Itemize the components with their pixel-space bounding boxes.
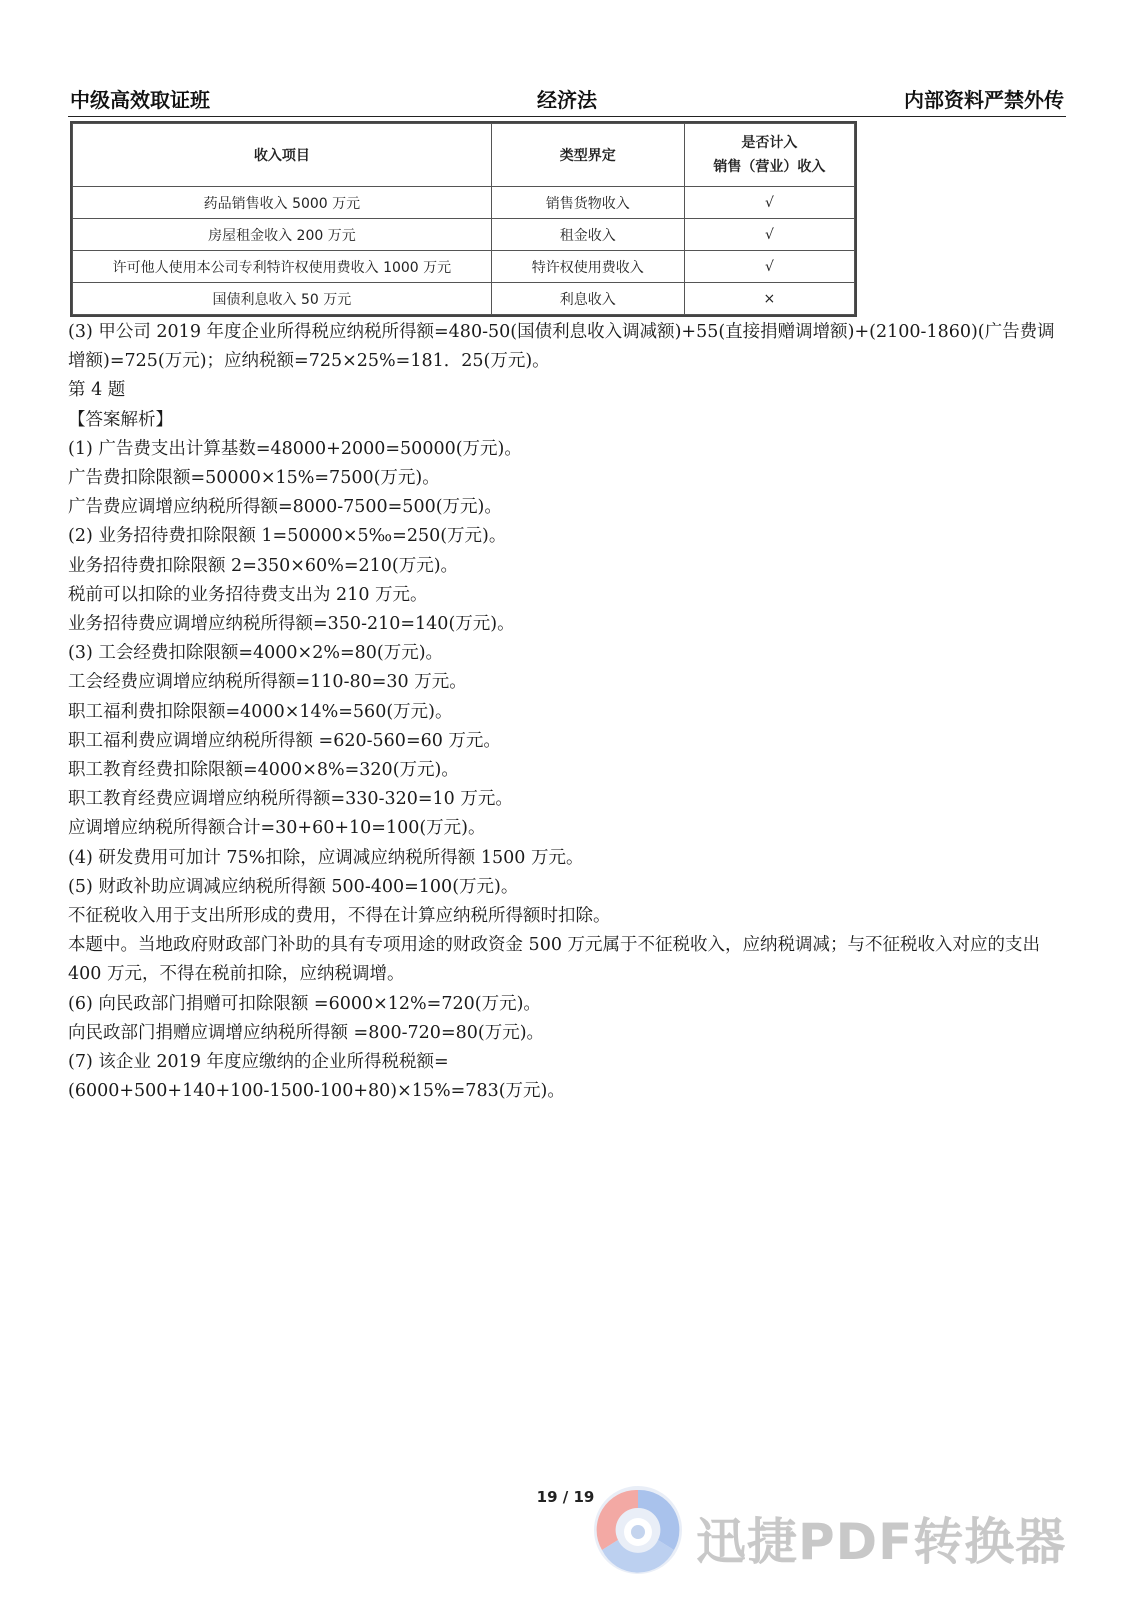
table-cell: √ <box>684 251 854 283</box>
text-line: (6) 向民政部门捐赠可扣除限额 =6000×12%=720(万元)。 <box>68 993 541 1014</box>
text-line: (5) 财政补助应调减应纳税所得额 500-400=100(万元)。 <box>68 876 519 897</box>
text-line: 应调增应纳税所得额合计=30+60+10=100(万元)。 <box>68 818 486 839</box>
page-number: 19 / 19 <box>536 1488 595 1506</box>
text-line: 广告费应调增应纳税所得额=8000-7500=500(万元)。 <box>68 497 502 518</box>
table-cell: 利息收入 <box>491 283 684 315</box>
table-cell: × <box>684 283 854 315</box>
text-line: 业务招待费应调增应纳税所得额=350-210=140(万元)。 <box>68 614 515 635</box>
table-header-row <box>73 124 855 187</box>
text-line: (1) 广告费支出计算基数=48000+2000=50000(万元)。 <box>68 438 522 459</box>
table-cell: √ <box>684 187 854 219</box>
text-line: 税前可以扣除的业务招待费支出为 210 万元。 <box>68 584 428 605</box>
table-cell: 房屋租金收入 200 万元 <box>73 219 492 251</box>
text-line: 职工福利费扣除限额=4000×14%=560(万元)。 <box>68 701 453 722</box>
text-line: 业务招待费扣除限额 2=350×60%=210(万元)。 <box>68 555 459 576</box>
income-table <box>70 121 857 317</box>
table-row <box>73 251 855 283</box>
text-line: 工会经费应调增应纳税所得额=110-80=30 万元。 <box>68 672 467 693</box>
text-line: (4) 研发费用可加计 75%扣除，应调减应纳税所得额 1500 万元。 <box>68 847 584 868</box>
text-line: (3) 甲公司 2019 年度企业所得税应纳税所得额=480-50(国债利息收入调减额)+55(直接捐赠调增额)+(2100-1860)(广告费调增额)=725(万元)；应纳税额=725×25%=181．25(万元)。 <box>68 322 1055 372</box>
table-row <box>73 219 855 251</box>
text-line: 向民政部门捐赠应调增应纳税所得额 =800-720=80(万元)。 <box>68 1022 545 1043</box>
text-line: 职工福利费应调增应纳税所得额 =620-560=60 万元。 <box>68 730 501 751</box>
table-cell: 药品销售收入 5000 万元 <box>73 187 492 219</box>
watermark-text: 迅捷PDF转换器 <box>696 1513 1067 1571</box>
text-line: (7) 该企业 2019 年度应缴纳的企业所得税税额= <box>68 1052 449 1073</box>
table-cell: 国债利息收入 50 万元 <box>73 283 492 315</box>
text-line: (3) 工会经费扣除限额=4000×2%=80(万元)。 <box>68 643 444 664</box>
header-title: 经济法 <box>537 88 597 112</box>
question-number: 第 4 题 <box>68 380 126 401</box>
table-row <box>73 187 855 219</box>
header-left: 中级高效取证班 <box>70 88 210 112</box>
text-line: 本题中。当地政府财政部门补助的具有专项用途的财政资金 500 万元属于不征税收入，应纳税调减；与不征税收入对应的支出 400 万元，不得在税前扣除，应纳税调增。 <box>68 935 1041 985</box>
text-line: 职工教育经费扣除限额=4000×8%=320(万元)。 <box>68 760 459 781</box>
section-heading: 【答案解析】 <box>68 409 173 430</box>
answer-content <box>68 318 1068 1106</box>
table-header-type: 类型界定 <box>491 124 684 187</box>
app-logo-icon <box>588 1480 688 1580</box>
table-cell: 许可他人使用本公司专利特许权使用费收入 1000 万元 <box>73 251 492 283</box>
table-cell: √ <box>684 219 854 251</box>
table-header-item: 收入项目 <box>73 124 492 187</box>
table-header-included-line2: 销售（营业）收入 <box>713 159 826 175</box>
header-right: 内部资料严禁外传 <box>904 88 1064 112</box>
text-line: 不征税收入用于支出所形成的费用，不得在计算应纳税所得额时扣除。 <box>68 906 611 927</box>
table-row <box>73 283 855 315</box>
text-line: 职工教育经费应调增应纳税所得额=330-320=10 万元。 <box>68 789 513 810</box>
text-line: (6000+500+140+100-1500-100+80)×15%=783(万元)。 <box>68 1081 565 1102</box>
table-cell: 销售货物收入 <box>491 187 684 219</box>
table-cell: 特许权使用费收入 <box>491 251 684 283</box>
text-line: 广告费扣除限额=50000×15%=7500(万元)。 <box>68 468 440 489</box>
table-header-included <box>684 124 854 187</box>
text-line: (2) 业务招待费扣除限额 1=50000×5‰=250(万元)。 <box>68 526 507 547</box>
table-header-included-line1: 是否计入 <box>741 135 798 151</box>
watermark <box>588 1480 1108 1580</box>
page-header <box>68 80 1066 117</box>
table-cell: 租金收入 <box>491 219 684 251</box>
